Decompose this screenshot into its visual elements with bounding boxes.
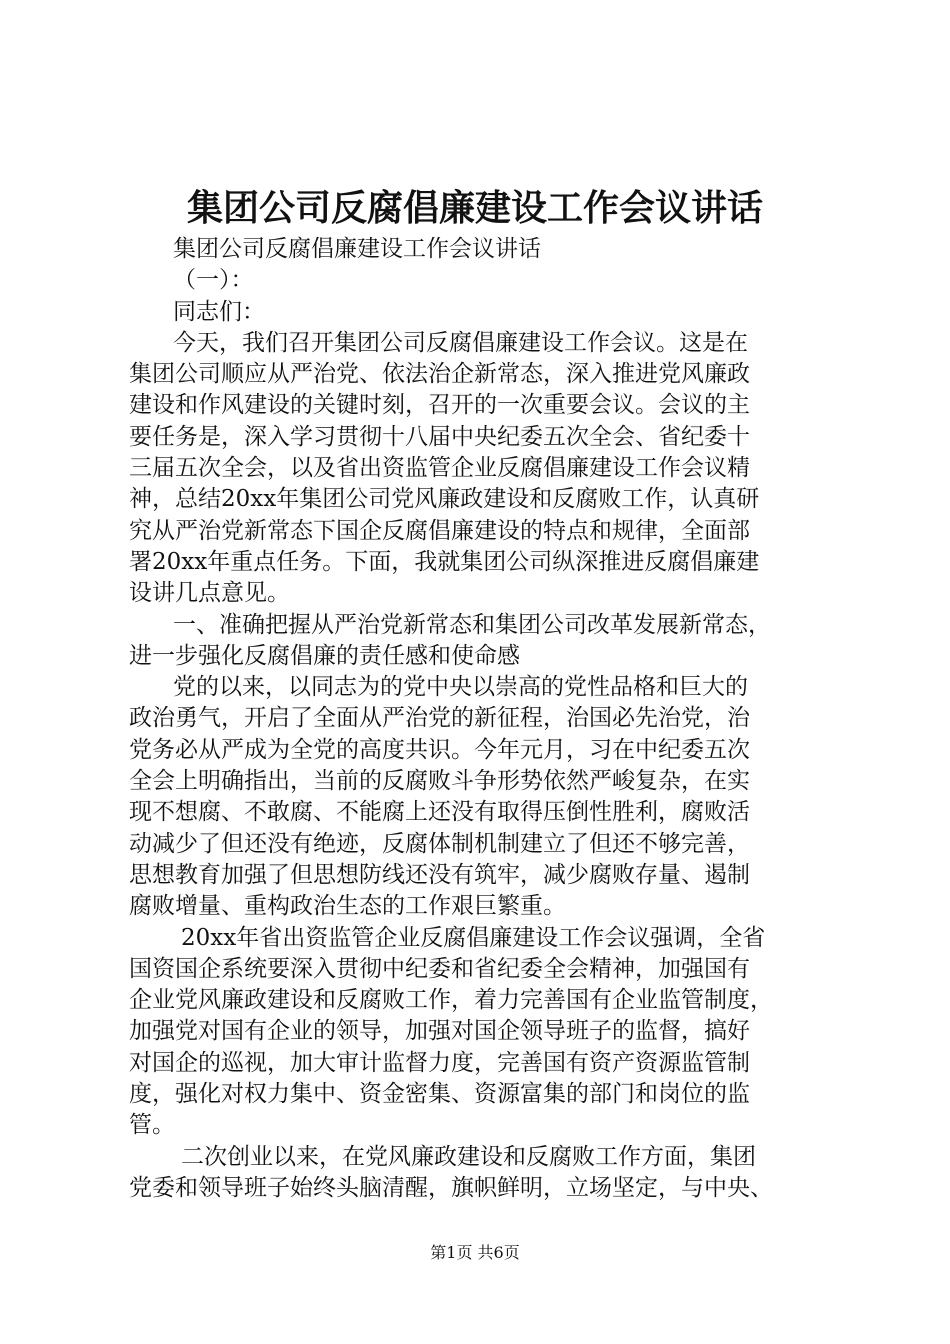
text-line: 一、准确把握从严治党新常态和集团公司改革发展新常态， xyxy=(173,611,771,638)
document-body xyxy=(129,234,829,1204)
text-line: 国资国企系统要深入贯彻中纪委和省纪委全会精神，加强国有 xyxy=(129,955,750,982)
text-line: 对国企的巡视，加大审计监督力度，完善国有资产资源监管制 xyxy=(129,1049,750,1076)
text-line: 政治勇气，开启了全面从严治党的新征程，治国必先治党，治 xyxy=(129,705,750,732)
text-line: 20xx年省出资监管企业反腐倡廉建设工作会议强调，全省 xyxy=(181,924,766,951)
text-line: 究从严治党新常态下国企反腐倡廉建设的特点和规律，全面部 xyxy=(129,517,750,544)
text-line: 三届五次全会，以及省出资监管企业反腐倡廉建设工作会议精 xyxy=(129,455,750,482)
text-line: 现不想腐、不敢腐、不能腐上还没有取得压倒性胜利，腐败活 xyxy=(129,799,750,826)
text-line: 动减少了但还没有绝迹，反腐体制机制建立了但还不够完善， xyxy=(129,830,750,857)
text-line: 党的以来，以同志为的党中央以崇高的党性品格和巨大的 xyxy=(173,674,748,701)
text-line: 集团公司反腐倡廉建设工作会议讲话 xyxy=(173,236,541,262)
text-line: 企业党风廉政建设和反腐败工作，着力完善国有企业监管制度， xyxy=(129,987,773,1014)
text-line: 全会上明确指出，当前的反腐败斗争形势依然严峻复杂，在实 xyxy=(129,768,750,795)
text-line: 进一步强化反腐倡廉的责任感和使命感 xyxy=(129,642,520,669)
text-line: 神，总结20xx年集团公司党风廉政建设和反腐败工作，认真研 xyxy=(129,486,760,513)
text-line: 要任务是，深入学习贯彻十八届中央纪委五次全会、省纪委十 xyxy=(129,423,750,450)
text-line: 今天，我们召开集团公司反腐倡廉建设工作会议。这是在 xyxy=(173,329,748,356)
text-line: 党委和领导班子始终头脑清醒，旗帜鲜明，立场坚定，与中央、 xyxy=(129,1174,773,1201)
text-line: 度，强化对权力集中、资金密集、资源富集的部门和岗位的监 xyxy=(129,1081,750,1108)
text-line: 设讲几点意见。 xyxy=(129,580,290,607)
text-line: 加强党对国有企业的领导，加强对国企领导班子的监督，搞好 xyxy=(129,1018,750,1045)
text-line: 集团公司顺应从严治党、依法治企新常态，深入推进党风廉政 xyxy=(129,361,750,388)
text-line: 建设和作风建设的关键时刻，召开的一次重要会议。会议的主 xyxy=(129,392,750,419)
text-line: 管。 xyxy=(129,1112,175,1139)
text-line: 署20xx年重点任务。下面，我就集团公司纵深推进反腐倡廉建 xyxy=(129,548,760,575)
document-title: 集团公司反腐倡廉建设工作会议讲话 xyxy=(186,187,763,229)
text-line: 同志们： xyxy=(173,298,265,325)
text-line: 二次创业以来，在党风廉政建设和反腐败工作方面，集团 xyxy=(181,1143,756,1170)
page-footer: 第1页 共6页 xyxy=(430,1243,520,1262)
text-line: 思想教育加强了但思想防线还没有筑牢，减少腐败存量、遏制 xyxy=(129,861,750,888)
text-line: （一）： xyxy=(173,267,254,294)
text-line: 党务必从严成为全党的高度共识。今年元月，习在中纪委五次 xyxy=(129,736,750,763)
text-line: 腐败增量、重构政治生态的工作艰巨繁重。 xyxy=(129,893,566,920)
